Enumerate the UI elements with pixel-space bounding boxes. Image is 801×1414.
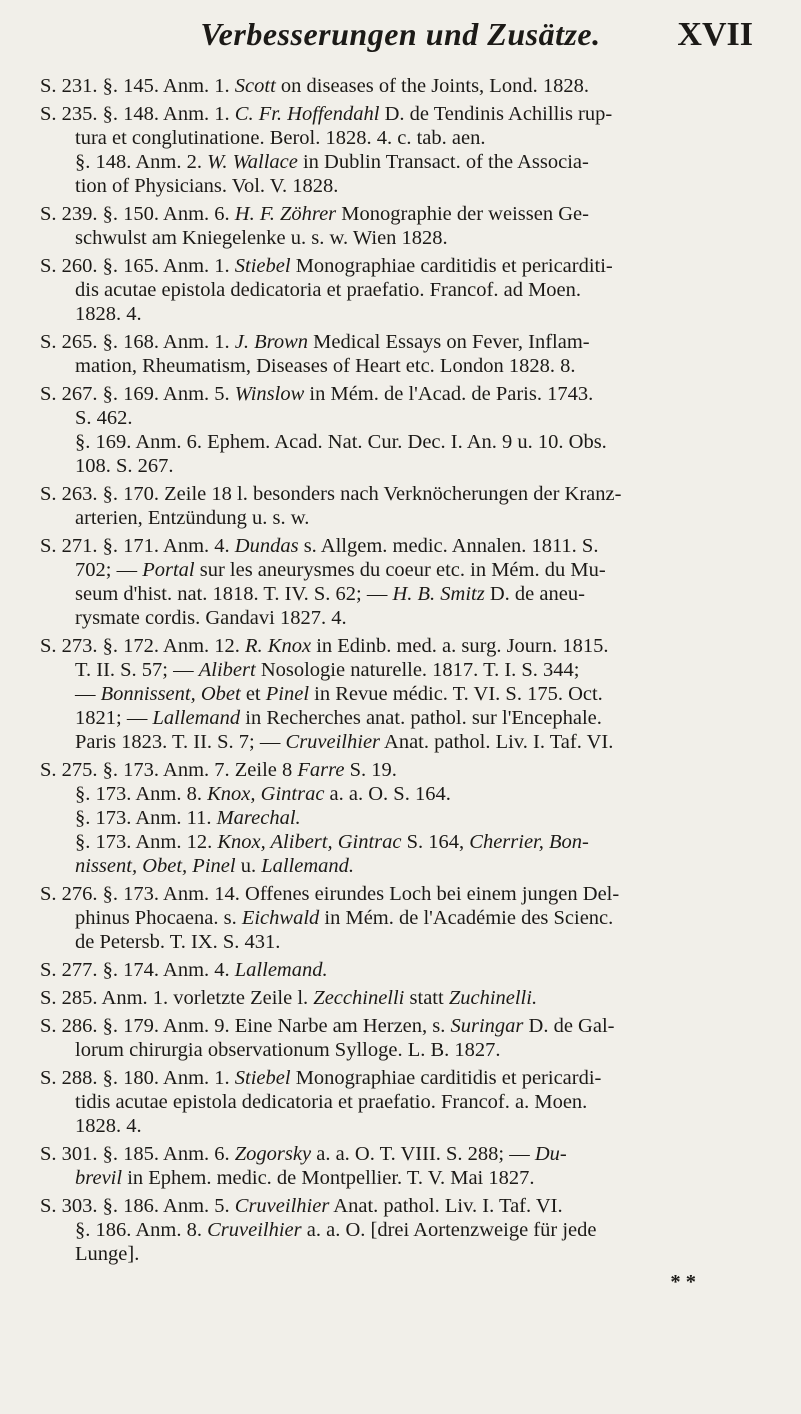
line-text: in Revue médic. T. VI. S. 175. Oct. (309, 683, 603, 705)
line-text: Anat. pathol. Liv. I. Taf. VI. (329, 1195, 563, 1217)
line-text: a. a. O. [drei Aortenzweige für jede (301, 1219, 597, 1241)
line-text: S. 231. §. 145. Anm. 1. (40, 75, 235, 97)
entry-line (40, 986, 776, 1010)
line-text: Anat. pathol. Liv. I. Taf. VI. (380, 731, 614, 753)
errata-entry (40, 382, 776, 478)
entry-line (40, 74, 776, 98)
line-text: dis acutae epistola dedicatoria et praefatio. Francof. ad Moen. (75, 279, 582, 301)
errata-entry (40, 882, 776, 954)
author-name: nissent, Obet, Pinel (75, 855, 236, 877)
line-text: 108. S. 267. (75, 455, 174, 477)
line-text: D. de Gal- (523, 1015, 615, 1037)
line-text: sur les aneurysmes du coeur etc. in Mém. du Mu- (194, 559, 606, 581)
author-name: Zecchinelli (313, 987, 405, 1009)
line-text: S. 239. §. 150. Anm. 6. (40, 203, 235, 225)
errata-entry (40, 74, 776, 98)
line-text: in Ephem. medic. de Montpellier. T. V. Mai 1827. (122, 1167, 535, 1189)
author-name: Stiebel (234, 1067, 291, 1089)
entry-line (40, 758, 776, 782)
author-name: R. Knox (245, 635, 312, 657)
entry-line (40, 1114, 776, 1138)
entry-line (40, 302, 776, 326)
author-name: Suringar (450, 1015, 524, 1037)
line-text: §. 186. Anm. 8. (75, 1219, 208, 1241)
line-text: Monographiae carditidis et pericarditi- (290, 255, 613, 277)
entry-line (40, 882, 776, 906)
author-name: Farre (297, 759, 345, 781)
entry-line (40, 534, 776, 558)
entry-line (40, 454, 776, 478)
line-text: Lunge]. (75, 1243, 140, 1265)
author-name: Knox, Gintrac (207, 783, 325, 805)
line-text: S. 285. Anm. 1. vorletzte Zeile l. (40, 987, 314, 1009)
line-text: 1828. 4. (75, 303, 142, 325)
line-text: S. 235. §. 148. Anm. 1. (40, 103, 235, 125)
errata-entry (40, 1014, 776, 1062)
entry-line (40, 1218, 776, 1242)
line-text: S. 260. §. 165. Anm. 1. (40, 255, 235, 277)
author-name: Du- (534, 1143, 567, 1165)
line-text: Medical Essays on Fever, Inflam- (308, 331, 590, 353)
running-header (0, 16, 801, 66)
line-text: tion of Physicians. Vol. V. 1828. (75, 175, 339, 197)
line-text: §. 173. Anm. 8. (75, 783, 208, 805)
author-name: C. Fr. Hoffendahl (234, 103, 380, 125)
author-name: Zogorsky (234, 1143, 312, 1165)
errata-entry (40, 986, 776, 1010)
author-name: Cruveilhier (207, 1219, 302, 1241)
line-text: de Petersb. T. IX. S. 431. (75, 931, 281, 953)
entry-line (40, 254, 776, 278)
errata-entry (40, 634, 776, 754)
line-text: S. 276. §. 173. Anm. 14. Offenes eirundes Loch bei einem jungen Del- (40, 883, 620, 905)
author-name: Pinel (265, 683, 310, 705)
line-text: Monographiae carditidis et pericardi- (290, 1067, 602, 1089)
line-text: et (240, 683, 266, 705)
line-text: §. 169. Anm. 6. Ephem. Acad. Nat. Cur. Dec. I. An. 9 u. 10. Obs. (75, 431, 607, 453)
entry-line (40, 202, 776, 226)
entry-line (40, 958, 776, 982)
author-name: Cruveilhier (234, 1195, 330, 1217)
entry-line (40, 354, 776, 378)
author-name: Lallemand. (261, 855, 355, 877)
line-text: S. 19. (344, 759, 397, 781)
line-text: Monographie der weissen Ge- (336, 203, 589, 225)
line-text: u. (235, 855, 262, 877)
author-name: Eichwald (241, 907, 320, 929)
line-text: s. Allgem. medic. Annalen. 1811. S. (298, 535, 599, 557)
line-text: lorum chirurgia observationum Sylloge. L. B. 1827. (75, 1039, 501, 1061)
line-text: §. 173. Anm. 12. (75, 831, 218, 853)
line-text: T. II. S. 57; — (75, 659, 199, 681)
entry-line (40, 1038, 776, 1062)
line-text: arterien, Entzündung u. s. w. (75, 507, 310, 529)
errata-entry (40, 482, 776, 530)
entry-line (40, 126, 776, 150)
line-text: rysmate cordis. Gandavi 1827. 4. (75, 607, 347, 629)
line-text: in Edinb. med. a. surg. Journ. 1815. (311, 635, 609, 657)
line-text: a. a. O. T. VIII. S. 288; — (311, 1143, 535, 1165)
line-text: S. 265. §. 168. Anm. 1. (40, 331, 235, 353)
entry-line (40, 382, 776, 406)
signature-mark: * * (670, 1271, 696, 1293)
line-text: statt (404, 987, 449, 1009)
line-text: 1828. 4. (75, 1115, 142, 1137)
errata-entry (40, 254, 776, 326)
entry-line (40, 150, 776, 174)
author-name: W. Wallace (207, 151, 298, 173)
line-text: tidis acutae epistola dedicatoria et praefatio. Francof. a. Moen. (75, 1091, 588, 1113)
entry-line (40, 330, 776, 354)
entry-line (40, 1142, 776, 1166)
entry-line (40, 930, 776, 954)
entry-line (40, 830, 776, 854)
line-text: in Mém. de l'Académie des Scienc. (319, 907, 614, 929)
line-text: S. 462. (75, 407, 133, 429)
entry-line (40, 682, 776, 706)
author-name: Portal (142, 559, 195, 581)
entry-line (40, 854, 776, 878)
page-number: XVII (677, 16, 753, 53)
line-text: phinus Phocaena. s. (75, 907, 242, 929)
author-name: Dundas (234, 535, 299, 557)
line-text: in Dublin Transact. of the Associa- (297, 151, 589, 173)
entry-line (40, 1066, 776, 1090)
errata-entry (40, 1142, 776, 1190)
entry-line (40, 506, 776, 530)
entry-line (40, 806, 776, 830)
author-name: Lallemand. (234, 959, 328, 981)
line-text: S. 271. §. 171. Anm. 4. (40, 535, 235, 557)
author-name: H. F. Zöhrer (234, 203, 337, 225)
entry-line (40, 606, 776, 630)
errata-entry (40, 202, 776, 250)
errata-entry (40, 534, 776, 630)
line-text: on diseases of the Joints, Lond. 1828. (275, 75, 589, 97)
entry-line (40, 1242, 776, 1266)
line-text: S. 286. §. 179. Anm. 9. Eine Narbe am Herzen, s. (40, 1015, 451, 1037)
author-name: H. B. Smitz (392, 583, 485, 605)
line-text: D. de Tendinis Achillis rup- (379, 103, 613, 125)
entry-line (40, 102, 776, 126)
author-name: Cherrier, Bon- (469, 831, 589, 853)
entry-line (40, 582, 776, 606)
entry-line (40, 906, 776, 930)
line-text: Nosologie naturelle. 1817. T. I. S. 344; (255, 659, 580, 681)
errata-entry (40, 330, 776, 378)
line-text: S. 164, (401, 831, 470, 853)
author-name: Knox, Alibert, Gintrac (217, 831, 402, 853)
entry-line (40, 482, 776, 506)
entry-line (40, 1194, 776, 1218)
line-text: §. 148. Anm. 2. (75, 151, 208, 173)
entry-line (40, 782, 776, 806)
header-title: Verbesserungen und Zusätze. (200, 16, 601, 52)
line-text: mation, Rheumatism, Diseases of Heart etc. London 1828. 8. (75, 355, 576, 377)
errata-list (40, 74, 776, 1294)
line-text: S. 301. §. 185. Anm. 6. (40, 1143, 235, 1165)
line-text: seum d'hist. nat. 1818. T. IV. S. 62; — (75, 583, 393, 605)
line-text: schwulst am Kniegelenke u. s. w. Wien 1828. (75, 227, 448, 249)
entry-line (40, 406, 776, 430)
author-name: Lallemand (152, 707, 241, 729)
line-text: a. a. O. S. 164. (324, 783, 451, 805)
errata-entry (40, 102, 776, 198)
entry-line (40, 174, 776, 198)
author-name: Bonnissent, Obet (100, 683, 241, 705)
author-name: brevil (75, 1167, 123, 1189)
errata-entry (40, 758, 776, 878)
author-name: Scott (234, 75, 276, 97)
line-text: 1821; — (75, 707, 153, 729)
author-name: Alibert (198, 659, 256, 681)
line-text: — (75, 683, 101, 705)
line-text: §. 173. Anm. 11. (75, 807, 217, 829)
line-text: S. 263. §. 170. Zeile 18 l. besonders nach Verknöcherungen der Kranz- (40, 483, 622, 505)
author-name: Zuchinelli. (448, 987, 538, 1009)
line-text: S. 275. §. 173. Anm. 7. Zeile 8 (40, 759, 298, 781)
errata-entry (40, 1194, 776, 1266)
author-name: Stiebel (234, 255, 291, 277)
entry-line (40, 1090, 776, 1114)
entry-line (40, 658, 776, 682)
line-text: 702; — (75, 559, 143, 581)
entry-line (40, 706, 776, 730)
entry-line (40, 558, 776, 582)
author-name: J. Brown (234, 331, 309, 353)
author-name: Cruveilhier (285, 731, 381, 753)
line-text: D. de aneu- (484, 583, 585, 605)
entry-line (40, 730, 776, 754)
entry-line (40, 278, 776, 302)
entry-line (40, 430, 776, 454)
line-text: in Recherches anat. pathol. sur l'Encephale. (240, 707, 602, 729)
line-text: tura et conglutinatione. Berol. 1828. 4. c. tab. aen. (75, 127, 486, 149)
author-name: Marechal. (216, 807, 301, 829)
errata-entry (40, 1066, 776, 1138)
entry-line (40, 1014, 776, 1038)
line-text: S. 277. §. 174. Anm. 4. (40, 959, 235, 981)
line-text: Paris 1823. T. II. S. 7; — (75, 731, 286, 753)
errata-entry (40, 958, 776, 982)
author-name: Winslow (234, 383, 305, 405)
line-text: S. 288. §. 180. Anm. 1. (40, 1067, 235, 1089)
line-text: S. 273. §. 172. Anm. 12. (40, 635, 246, 657)
line-text: S. 303. §. 186. Anm. 5. (40, 1195, 235, 1217)
line-text: in Mém. de l'Acad. de Paris. 1743. (304, 383, 594, 405)
entry-line (40, 634, 776, 658)
entry-line (40, 1166, 776, 1190)
entry-line (40, 226, 776, 250)
line-text: S. 267. §. 169. Anm. 5. (40, 383, 235, 405)
